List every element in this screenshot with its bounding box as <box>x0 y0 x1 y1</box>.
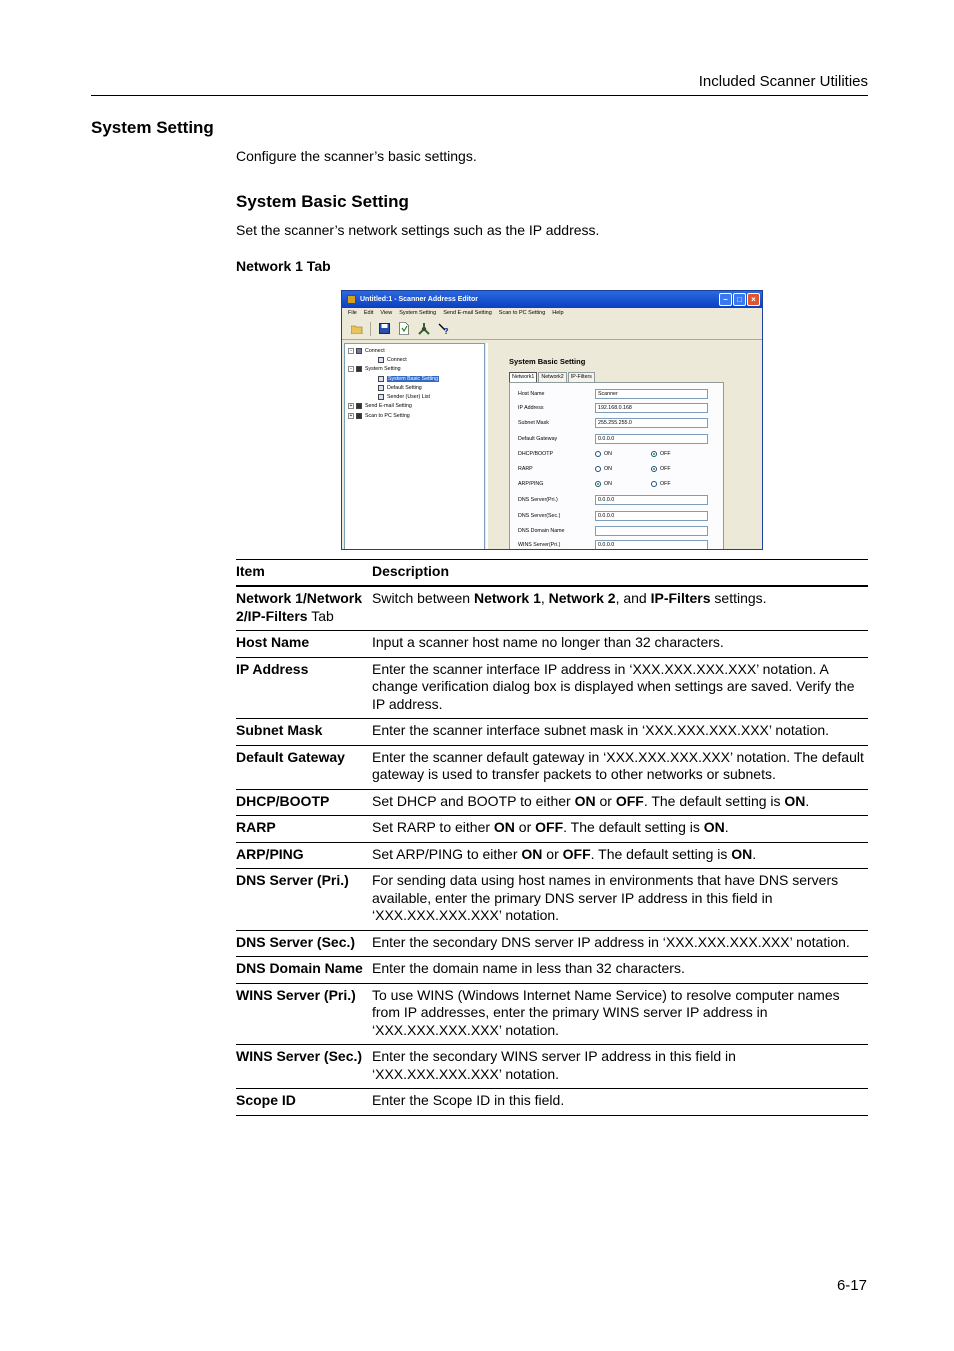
description-emphasis: ON <box>521 845 543 862</box>
collapse-icon[interactable]: - <box>348 348 354 354</box>
radio-button[interactable] <box>595 481 601 487</box>
item-label: Subnet Mask <box>236 722 323 738</box>
description-emphasis: OFF <box>562 845 591 862</box>
connect-icon[interactable] <box>417 322 431 336</box>
field-label: WINS Server(Pri.) <box>518 542 561 548</box>
subnet-mask-row <box>518 418 708 428</box>
window-title: Untitled:1 - Scanner Address Editor <box>360 296 478 303</box>
header-rule <box>91 95 868 96</box>
scanner-address-editor-window <box>341 290 763 550</box>
item-label: WINS Server (Pri.) <box>236 986 356 1003</box>
field-label: Subnet Mask <box>518 420 549 426</box>
cell-description <box>372 1048 868 1083</box>
table-row <box>236 790 868 817</box>
item-label: ARP/PING <box>236 845 304 862</box>
tree-item[interactable] <box>348 374 481 383</box>
cell-description <box>372 987 868 1040</box>
cell-description <box>372 749 868 784</box>
settings-tree <box>344 343 485 550</box>
radio-button[interactable] <box>651 481 657 487</box>
description-emphasis: IP-Filters <box>650 590 711 606</box>
description-text: , and <box>615 590 651 606</box>
host-name-input[interactable]: Scanner <box>595 389 708 399</box>
page-icon <box>378 357 384 363</box>
radio-label: ON <box>604 451 612 457</box>
tree-item-label: Scan to PC Setting <box>365 412 410 419</box>
tree-item[interactable] <box>348 383 481 392</box>
maximize-icon[interactable]: □ <box>733 293 746 306</box>
save-icon[interactable] <box>377 322 391 336</box>
description-text: or <box>514 819 536 835</box>
expand-icon[interactable]: + <box>349 412 353 419</box>
menu-bar <box>342 308 762 318</box>
description-text: settings. <box>710 590 767 606</box>
cell-description <box>372 1092 868 1110</box>
description-text: Enter the scanner interface IP address in ‘XXX.XXX.XXX.XXX’ notation. A change verification dialog box is displayed when settings are saved. Verify the IP address. <box>372 660 855 712</box>
rarp-on-radio[interactable] <box>595 466 651 472</box>
radio-label: ON <box>604 466 612 472</box>
table-row <box>236 957 868 984</box>
tree-item-label: Connect <box>387 356 407 363</box>
tab-network2[interactable]: Network2 <box>538 372 566 382</box>
cell-item <box>236 934 372 952</box>
app-icon <box>347 295 356 304</box>
wins-pri-row <box>518 540 708 550</box>
tree-item-label: Connect <box>365 347 385 354</box>
cell-item <box>236 846 372 864</box>
description-text: or <box>595 792 616 809</box>
folder-icon <box>356 413 362 419</box>
column-header-item: Item <box>236 563 265 579</box>
field-label: Default Gateway <box>518 436 558 442</box>
cell-description <box>372 819 868 837</box>
table-row <box>236 658 868 720</box>
item-label: Host Name <box>236 634 310 650</box>
description-text: Enter the secondary WINS server IP address in this field in ‘XXX.XXX.XXX.XXX’ notation. <box>372 1048 736 1082</box>
item-label: RARP <box>236 819 276 835</box>
cell-item <box>236 1048 372 1083</box>
item-label: DNS Server (Sec.) <box>236 933 356 950</box>
cell-item <box>236 1092 372 1110</box>
description-text: , <box>540 590 549 606</box>
tab-ip-filters[interactable]: IP-Filters <box>568 372 595 382</box>
menu-item[interactable]: Edit <box>363 310 374 316</box>
subnet-mask-input[interactable]: 255.255.255.0 <box>595 418 708 428</box>
cell-item <box>236 793 372 811</box>
section-intro: Configure the scanner’s basic settings. <box>236 148 477 164</box>
toolbar <box>342 318 762 340</box>
field-label: IP Address <box>518 405 544 411</box>
table-row <box>236 869 868 931</box>
table-body <box>236 587 868 1116</box>
description-text: . The default setting is <box>590 845 732 862</box>
window-titlebar <box>342 291 762 308</box>
description-text: . The default setting is <box>563 819 704 835</box>
cell-description <box>372 590 868 625</box>
description-text: . <box>752 845 757 862</box>
description-emphasis: OFF <box>535 819 564 835</box>
menu-item[interactable]: Send E-mail Setting <box>443 310 492 316</box>
tab-heading: Network 1 Tab <box>236 258 331 274</box>
radio-button[interactable] <box>595 451 601 457</box>
tree-item-label: Send E-mail Setting <box>365 403 412 410</box>
radio-label: ON <box>604 481 612 487</box>
computer-icon <box>356 348 362 354</box>
cell-description <box>372 960 868 978</box>
tree-item[interactable] <box>348 402 481 411</box>
minimize-icon[interactable]: – <box>719 293 732 306</box>
field-label: ARP/PING <box>518 481 544 487</box>
table-row <box>236 746 868 790</box>
description-text: . <box>805 792 810 809</box>
description-emphasis: ON <box>493 819 515 835</box>
settings-panel <box>486 343 762 550</box>
page-number: 6-17 <box>836 1277 867 1294</box>
table-row <box>236 984 868 1046</box>
cell-description <box>372 722 868 740</box>
item-label: IP Address <box>236 660 309 677</box>
dns-domain-row <box>518 526 708 536</box>
ip-address-row <box>518 403 708 413</box>
help-icon[interactable] <box>437 322 451 336</box>
item-label: Default Gateway <box>236 748 345 765</box>
item-suffix: Tab <box>307 607 334 624</box>
description-text: Switch between <box>372 590 474 606</box>
section-heading: System Setting <box>91 118 214 137</box>
cell-item <box>236 590 372 625</box>
menu-item[interactable]: System Setting <box>399 310 437 316</box>
item-label: DHCP/BOOTP <box>236 792 330 809</box>
new-document-icon[interactable] <box>397 322 411 336</box>
field-label: RARP <box>518 466 533 472</box>
table-row <box>236 719 868 746</box>
subsection-heading: System Basic Setting <box>236 192 409 211</box>
item-label: Network 1/Network 2/IP-Filters <box>236 590 363 624</box>
field-label: Host Name <box>518 391 545 397</box>
rarp-off-radio[interactable] <box>651 466 707 472</box>
ip-address-input[interactable]: 192.168.0.168 <box>595 403 708 413</box>
open-folder-icon[interactable] <box>350 322 364 336</box>
description-emphasis: ON <box>574 792 596 809</box>
page-icon <box>378 394 384 400</box>
dns-sec-input[interactable]: 0.0.0.0 <box>595 511 708 521</box>
description-text: Input a scanner host name no longer than 32 characters. <box>372 634 724 650</box>
cell-item <box>236 661 372 714</box>
dhcp-on-radio[interactable] <box>595 451 651 457</box>
field-label: DNS Server(Sec.) <box>518 513 561 519</box>
menu-item[interactable]: View <box>380 310 393 316</box>
wins-pri-input[interactable]: 0.0.0.0 <box>595 540 708 550</box>
description-emphasis: Network 1 <box>473 590 541 606</box>
close-icon[interactable]: × <box>747 293 760 306</box>
tab-content <box>509 382 724 550</box>
cell-description <box>372 846 868 864</box>
cell-item <box>236 872 372 925</box>
column-header-description: Description <box>372 563 450 579</box>
field-label: DNS Domain Name <box>518 528 565 534</box>
description-text: To use WINS (Windows Internet Name Service) to resolve computer names from IP addresses, enter the primary WINS server IP address in ‘XXX.XXX.XXX.XXX’ notation. <box>372 986 840 1038</box>
expand-icon[interactable]: + <box>349 403 353 410</box>
panel-tabs <box>509 372 596 382</box>
table-row <box>236 843 868 870</box>
cell-description <box>372 934 868 952</box>
default-gateway-row <box>518 434 708 444</box>
tree-item-label: Sender (User) List <box>387 394 430 401</box>
tree-item[interactable] <box>348 392 481 401</box>
arp-row <box>518 481 707 487</box>
dns-pri-row <box>518 495 708 505</box>
dhcp-row <box>518 451 707 457</box>
field-label: DHCP/BOOTP <box>518 451 554 457</box>
item-label: WINS Server (Sec.) <box>236 1048 363 1064</box>
tree-item-label: System Basic Setting <box>388 375 439 382</box>
table-header <box>236 560 868 585</box>
cell-item <box>236 987 372 1040</box>
table-row <box>236 1045 868 1089</box>
host-name-row <box>518 389 708 399</box>
menu-item[interactable]: Help <box>552 310 564 316</box>
radio-button[interactable] <box>595 466 601 472</box>
folder-icon <box>356 366 362 372</box>
menu-item[interactable]: Scan to PC Setting <box>498 310 546 316</box>
toolbar-separator <box>370 322 371 336</box>
subsection-intro: Set the scanner’s network settings such as the IP address. <box>236 222 600 238</box>
cell-item <box>236 722 372 740</box>
radio-button[interactable] <box>651 451 657 457</box>
item-label: Scope ID <box>236 1092 296 1108</box>
radio-label: OFF <box>660 451 671 457</box>
description-text: . <box>724 819 729 835</box>
arp-off-radio[interactable] <box>651 481 707 487</box>
description-text: Enter the domain name in less than 32 characters. <box>372 960 685 976</box>
cell-description <box>372 661 868 714</box>
cell-item <box>236 749 372 784</box>
table-row <box>236 931 868 958</box>
description-text: Enter the scanner interface subnet mask in ‘XXX.XXX.XXX.XXX’ notation. <box>372 722 830 738</box>
tree-item-label: System Setting <box>365 366 401 373</box>
tree-item[interactable] <box>348 355 481 364</box>
cell-description <box>372 634 868 652</box>
table-row <box>236 587 868 631</box>
description-text: Enter the Scope ID in this field. <box>372 1092 565 1108</box>
tree-item[interactable] <box>348 346 481 355</box>
radio-label: OFF <box>660 466 671 472</box>
table-row <box>236 631 868 658</box>
description-text: . The default setting is <box>643 792 785 809</box>
description-text: Set ARP/PING to either <box>372 845 522 862</box>
default-gateway-input[interactable]: 0.0.0.0 <box>595 434 708 444</box>
description-text: For sending data using host names in environments that have DNS servers available, enter the primary DNS server IP address in this field in ‘XXX.XXX.XXX.XXX’ notation. <box>372 872 839 923</box>
description-emphasis: ON <box>703 819 725 835</box>
table-row <box>236 1089 868 1116</box>
field-label: DNS Server(Pri.) <box>518 497 558 503</box>
description-text: Enter the secondary DNS server IP address in ‘XXX.XXX.XXX.XXX’ notation. <box>372 933 850 950</box>
tree-item[interactable] <box>348 365 481 374</box>
table-row <box>236 816 868 843</box>
settings-table <box>236 559 868 1116</box>
cell-item <box>236 819 372 837</box>
tree-item-label: Default Setting <box>387 384 422 391</box>
description-emphasis: OFF <box>615 792 644 809</box>
description-emphasis: ON <box>731 845 753 862</box>
dns-domain-input[interactable] <box>595 526 708 536</box>
panel-title: System Basic Setting <box>509 357 586 366</box>
description-text: Set DHCP and BOOTP to either <box>372 792 575 809</box>
menu-item[interactable]: File <box>348 310 357 316</box>
page-icon <box>378 385 384 391</box>
description-emphasis: Network 2 <box>548 590 616 606</box>
collapse-icon[interactable]: - <box>348 366 354 372</box>
description-text: or <box>542 845 563 862</box>
cell-description <box>372 872 868 925</box>
item-label: DNS Server (Pri.) <box>236 872 349 888</box>
arp-on-radio[interactable] <box>595 481 651 487</box>
dhcp-off-radio[interactable] <box>651 451 707 457</box>
running-header: Included Scanner Utilities <box>698 73 868 90</box>
item-label: DNS Domain Name <box>236 960 363 976</box>
radio-label: OFF <box>660 481 671 487</box>
cell-description <box>372 793 868 811</box>
radio-button[interactable] <box>651 466 657 472</box>
description-text: Set RARP to either <box>372 819 494 835</box>
page-icon <box>378 376 384 382</box>
description-text: Enter the scanner default gateway in ‘XXX.XXX.XXX.XXX’ notation. The default gateway is used to transfer packets to other networks or subnets. <box>372 748 864 782</box>
tab-network1[interactable]: Network1 <box>509 372 537 382</box>
dns-sec-row <box>518 511 708 521</box>
tree-item[interactable] <box>348 411 481 420</box>
svg-text:?: ? <box>444 326 449 335</box>
folder-icon <box>356 403 362 409</box>
cell-item <box>236 634 372 652</box>
rarp-row <box>518 466 707 472</box>
description-emphasis: ON <box>784 792 806 809</box>
cell-item <box>236 960 372 978</box>
dns-pri-input[interactable]: 0.0.0.0 <box>595 495 708 505</box>
